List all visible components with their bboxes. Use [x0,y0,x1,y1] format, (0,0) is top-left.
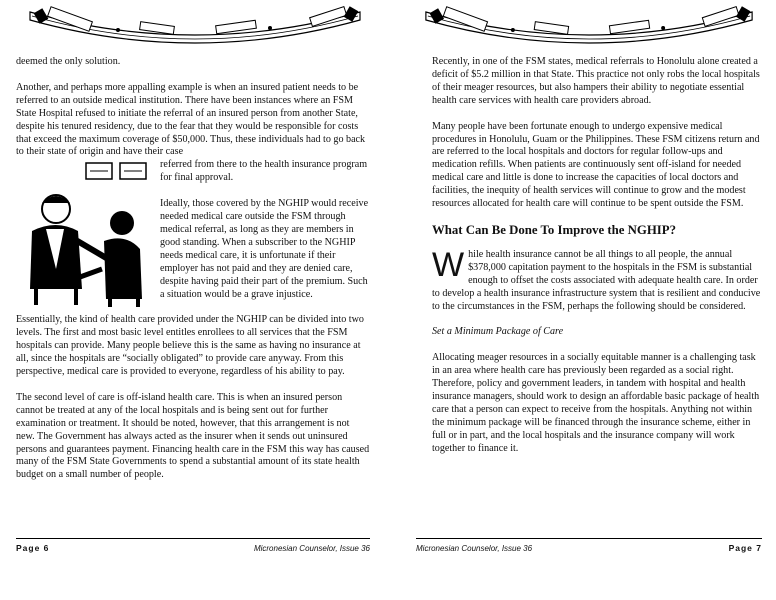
paragraph: Ideally, those covered by the NGHIP would receive needed medical care outside the FSM through medical referral, as long as they are members in good standing. When a subscriber to the NGHIP needs medical care, it is unfortunate if their employer has not paid and they are denied care, despite having paid their part of the premium. Such a situation would be a grave injustice. [160,198,369,300]
section-heading: What Can Be Done To Improve the NGHIP? [432,222,676,237]
subheading: Set a Minimum Package of Care [432,326,564,338]
doctor-patient-illustration-icon [16,159,156,309]
paragraph: deemed the only solution. [16,56,121,67]
left-page-body [16,56,370,495]
right-page [388,0,776,600]
right-page-body [432,56,762,469]
medical-instruments-banner-icon [20,6,370,52]
paragraph: Another, and perhaps more appalling example is when an insured patient needs to be referred to an outside medical institution. There have been instances where an FSM State Hospital refused to initiate the referral of an insured person from another State, despite his tenured residency, due to the fear that they would be responsible for costs that exceed the maximum coverage of $50,000. Thus, these individuals had to go back to their state of origin and have their case [16,81,366,158]
paragraph: Allocating meager resources in a socially equitable manner is a challenging task in an area where health care has previously been regarded as a social right. Therefore, policy and government leaders, in tandem with hospital and health insurance managers, should work to design an affordable basic package of health care that a person can expect to receive from the hospitals. Anything not within the minimum package will be financed through the insurance scheme, either in full or in part, and the local hospitals and the insurance company will work together to finance it. [432,352,760,454]
paragraph: Many people have been fortunate enough to undergo expensive medical procedures in Honolulu, Guam or the Philippines. These FSM citizens return and are referred to the local hospitals and doctors for regular follow-ups and medication refills. When patients are continuously sent off-island for needed medical care and little is done to increase the capacities of local doctors and facilities, the inequity of health services will continue to grow and the modest resources allocated for health care will continue to be spent outside the FSM. [432,120,760,210]
paragraph [432,245,762,314]
left-page-footer [16,538,370,557]
dropcap-paragraph-text: hile health insurance cannot be all things to all people, the annual $378,000 capitation payment to the hospitals in the FSM is substantial enough to offset the costs associated with adequate health care. In order to develop a health insurance infrastructure system that is resilient and conducive to the circumstances in the FSM, perhaps the following should be considered. [432,248,761,312]
page-number: Page 6 [16,543,50,553]
right-page-footer [416,538,762,557]
drop-cap: W [432,245,465,284]
paragraph: The second level of care is off-island health care. This is when an insured person cannot be treated at any of the local hospitals and is being sent out for further examination or treatment. It should be noted, however, that this arrangement is not new. The Government has always acted as the insurer when it sends out uninsured persons and guarantees payment. Financing health care in the FSM this way has caused many of the FSM State Governments to spend a substantial amount of its state health budget on a small number of people. [16,391,370,481]
paragraph: Recently, in one of the FSM states, medical referrals to Honolulu alone created a deficit of $5.2 million in that State. This practice not only robs the local hospitals of their meager resources, but also hampers their ability to negotiate essential health care services with health care providers abroad. [432,56,760,106]
paragraph: Essentially, the kind of health care provided under the NGHIP can be divided into two levels. The first and most basic level entitles enrollees to all services that the FSM hospitals can provide. Many people believe this is the same as having no insurance at all, since the hospitals are “socially obligated” to provide care anyway. From this perspective, medical care is provided to everyone, regardless of his ability to pay. [16,314,364,378]
paragraph: referred from there to the health insurance program for final approval. [160,159,368,184]
medical-instruments-banner-icon [416,6,762,52]
publication-name: Micronesian Counselor, Issue 36 [416,543,533,553]
page-number: Page 7 [728,543,762,553]
illustration-wrap [16,159,370,314]
publication-name: Micronesian Counselor, Issue 36 [253,543,370,553]
